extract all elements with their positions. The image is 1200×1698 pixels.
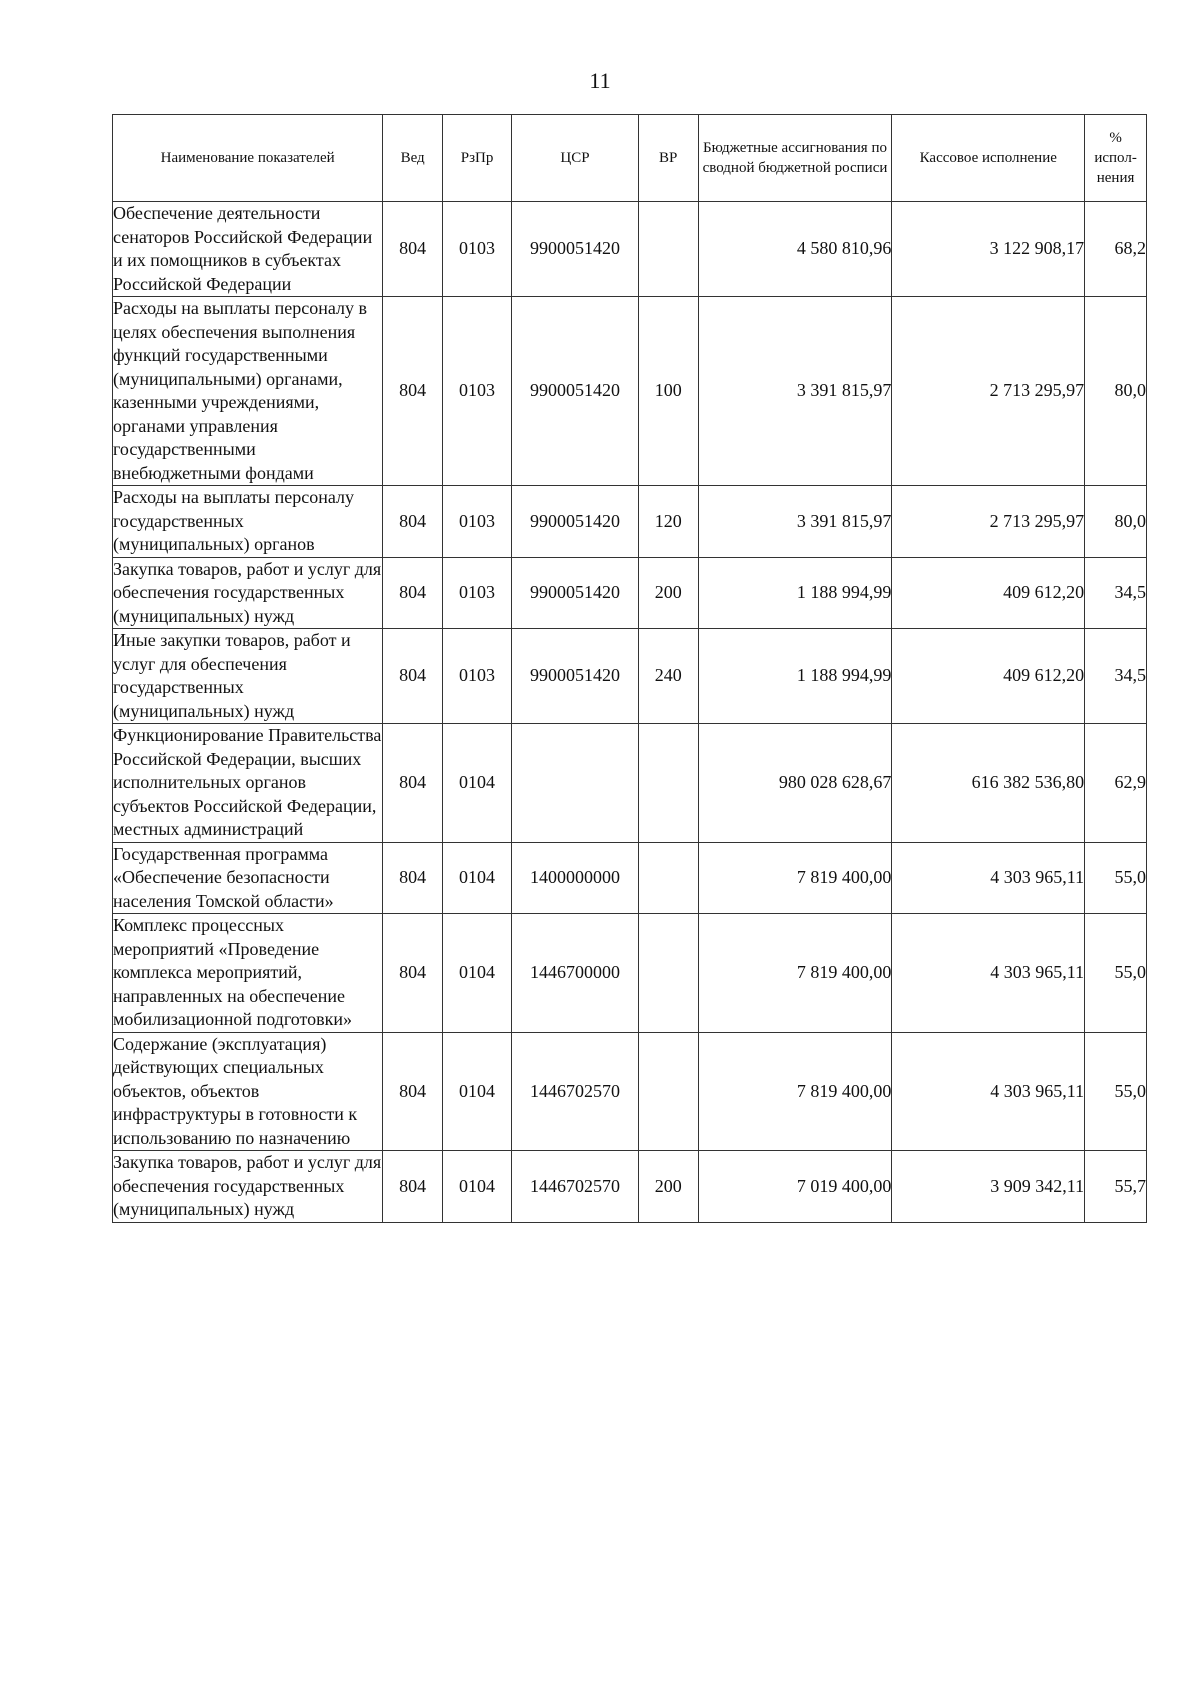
cell-name: Расходы на выплаты персоналу в целях обеспечения выполнения функций государственными (муниципальными) органами, казенными учреждениями, органами управления государственными внебюджетными фондами — [113, 297, 383, 486]
budget-execution-table — [112, 114, 1147, 1223]
cell-csr: 9900051420 — [512, 629, 639, 724]
cell-rzpr: 0104 — [442, 914, 511, 1033]
cell-execution-percent: 80,0 — [1085, 297, 1147, 486]
table-row — [113, 202, 1147, 297]
cell-vr: 240 — [638, 629, 698, 724]
cell-cash-execution: 4 303 965,11 — [892, 1032, 1085, 1151]
cell-execution-percent: 55,0 — [1085, 842, 1147, 914]
cell-cash-execution: 409 612,20 — [892, 557, 1085, 629]
cell-assignments: 7 819 400,00 — [698, 1032, 892, 1151]
cell-ved: 804 — [383, 914, 443, 1033]
cell-assignments: 1 188 994,99 — [698, 557, 892, 629]
cell-name: Функционирование Правительства Российской Федерации, высших исполнительных органов субъектов Российской Федерации, местных администраций — [113, 724, 383, 843]
cell-vr: 200 — [638, 1151, 698, 1223]
table-row — [113, 724, 1147, 843]
cell-rzpr: 0103 — [442, 202, 511, 297]
cell-csr: 9900051420 — [512, 557, 639, 629]
cell-vr — [638, 202, 698, 297]
header-cash-execution: Кассовое исполнение — [892, 115, 1085, 202]
cell-name: Государственная программа «Обеспечение безопасности населения Томской области» — [113, 842, 383, 914]
cell-rzpr: 0104 — [442, 842, 511, 914]
cell-name: Обеспечение деятельности сенаторов Российской Федерации и их помощников в субъектах Российской Федерации — [113, 202, 383, 297]
cell-ved: 804 — [383, 842, 443, 914]
header-execution-percent: % испол-нения — [1085, 115, 1147, 202]
cell-assignments: 4 580 810,96 — [698, 202, 892, 297]
cell-cash-execution: 2 713 295,97 — [892, 297, 1085, 486]
cell-assignments: 7 819 400,00 — [698, 842, 892, 914]
cell-name: Закупка товаров, работ и услуг для обеспечения государственных (муниципальных) нужд — [113, 557, 383, 629]
cell-csr: 1446702570 — [512, 1032, 639, 1151]
cell-vr — [638, 1032, 698, 1151]
cell-assignments: 3 391 815,97 — [698, 486, 892, 558]
table-row — [113, 629, 1147, 724]
cell-execution-percent: 55,7 — [1085, 1151, 1147, 1223]
cell-csr: 9900051420 — [512, 297, 639, 486]
cell-execution-percent: 80,0 — [1085, 486, 1147, 558]
cell-vr — [638, 914, 698, 1033]
cell-ved: 804 — [383, 1151, 443, 1223]
cell-ved: 804 — [383, 629, 443, 724]
cell-execution-percent: 62,9 — [1085, 724, 1147, 843]
cell-name: Закупка товаров, работ и услуг для обеспечения государственных (муниципальных) нужд — [113, 1151, 383, 1223]
cell-vr: 120 — [638, 486, 698, 558]
cell-csr: 1400000000 — [512, 842, 639, 914]
cell-vr: 100 — [638, 297, 698, 486]
cell-csr: 1446700000 — [512, 914, 639, 1033]
cell-assignments: 3 391 815,97 — [698, 297, 892, 486]
table-row — [113, 297, 1147, 486]
page-number: 11 — [589, 68, 611, 93]
table-row — [113, 486, 1147, 558]
cell-cash-execution: 616 382 536,80 — [892, 724, 1085, 843]
cell-execution-percent: 68,2 — [1085, 202, 1147, 297]
cell-vr — [638, 842, 698, 914]
cell-name: Иные закупки товаров, работ и услуг для обеспечения государственных (муниципальных) нужд — [113, 629, 383, 724]
cell-vr: 200 — [638, 557, 698, 629]
cell-rzpr: 0103 — [442, 297, 511, 486]
table-body — [113, 202, 1147, 1223]
cell-cash-execution: 4 303 965,11 — [892, 842, 1085, 914]
table-row — [113, 914, 1147, 1033]
cell-name: Расходы на выплаты персоналу государственных (муниципальных) органов — [113, 486, 383, 558]
cell-ved: 804 — [383, 557, 443, 629]
table-row — [113, 557, 1147, 629]
header-name: Наименование показателей — [113, 115, 383, 202]
header-rzpr: РзПр — [442, 115, 511, 202]
cell-csr: 9900051420 — [512, 202, 639, 297]
cell-rzpr: 0103 — [442, 486, 511, 558]
table-row — [113, 1151, 1147, 1223]
table-row — [113, 1032, 1147, 1151]
cell-ved: 804 — [383, 486, 443, 558]
cell-rzpr: 0104 — [442, 1151, 511, 1223]
header-csr: ЦСР — [512, 115, 639, 202]
cell-ved: 804 — [383, 1032, 443, 1151]
cell-cash-execution: 4 303 965,11 — [892, 914, 1085, 1033]
cell-csr: 9900051420 — [512, 486, 639, 558]
cell-execution-percent: 34,5 — [1085, 557, 1147, 629]
cell-name: Комплекс процессных мероприятий «Проведение комплекса мероприятий, направленных на обеспечение мобилизационной подготовки» — [113, 914, 383, 1033]
header-ved: Вед — [383, 115, 443, 202]
cell-cash-execution: 409 612,20 — [892, 629, 1085, 724]
cell-rzpr: 0103 — [442, 629, 511, 724]
cell-execution-percent: 55,0 — [1085, 1032, 1147, 1151]
cell-ved: 804 — [383, 202, 443, 297]
cell-rzpr: 0104 — [442, 724, 511, 843]
cell-cash-execution: 3 909 342,11 — [892, 1151, 1085, 1223]
cell-execution-percent: 55,0 — [1085, 914, 1147, 1033]
header-assignments: Бюджетные ассигнования по сводной бюджетной росписи — [698, 115, 892, 202]
cell-rzpr: 0103 — [442, 557, 511, 629]
cell-ved: 804 — [383, 724, 443, 843]
cell-cash-execution: 2 713 295,97 — [892, 486, 1085, 558]
cell-assignments: 7 019 400,00 — [698, 1151, 892, 1223]
header-vr: ВР — [638, 115, 698, 202]
table-row — [113, 842, 1147, 914]
table-header-row — [113, 115, 1147, 202]
cell-csr: 1446702570 — [512, 1151, 639, 1223]
cell-rzpr: 0104 — [442, 1032, 511, 1151]
cell-assignments: 1 188 994,99 — [698, 629, 892, 724]
cell-ved: 804 — [383, 297, 443, 486]
cell-cash-execution: 3 122 908,17 — [892, 202, 1085, 297]
cell-name: Содержание (эксплуатация) действующих специальных объектов, объектов инфраструктуры в готовности к использованию по назначению — [113, 1032, 383, 1151]
cell-assignments: 980 028 628,67 — [698, 724, 892, 843]
cell-execution-percent: 34,5 — [1085, 629, 1147, 724]
cell-assignments: 7 819 400,00 — [698, 914, 892, 1033]
cell-vr — [638, 724, 698, 843]
cell-csr — [512, 724, 639, 843]
